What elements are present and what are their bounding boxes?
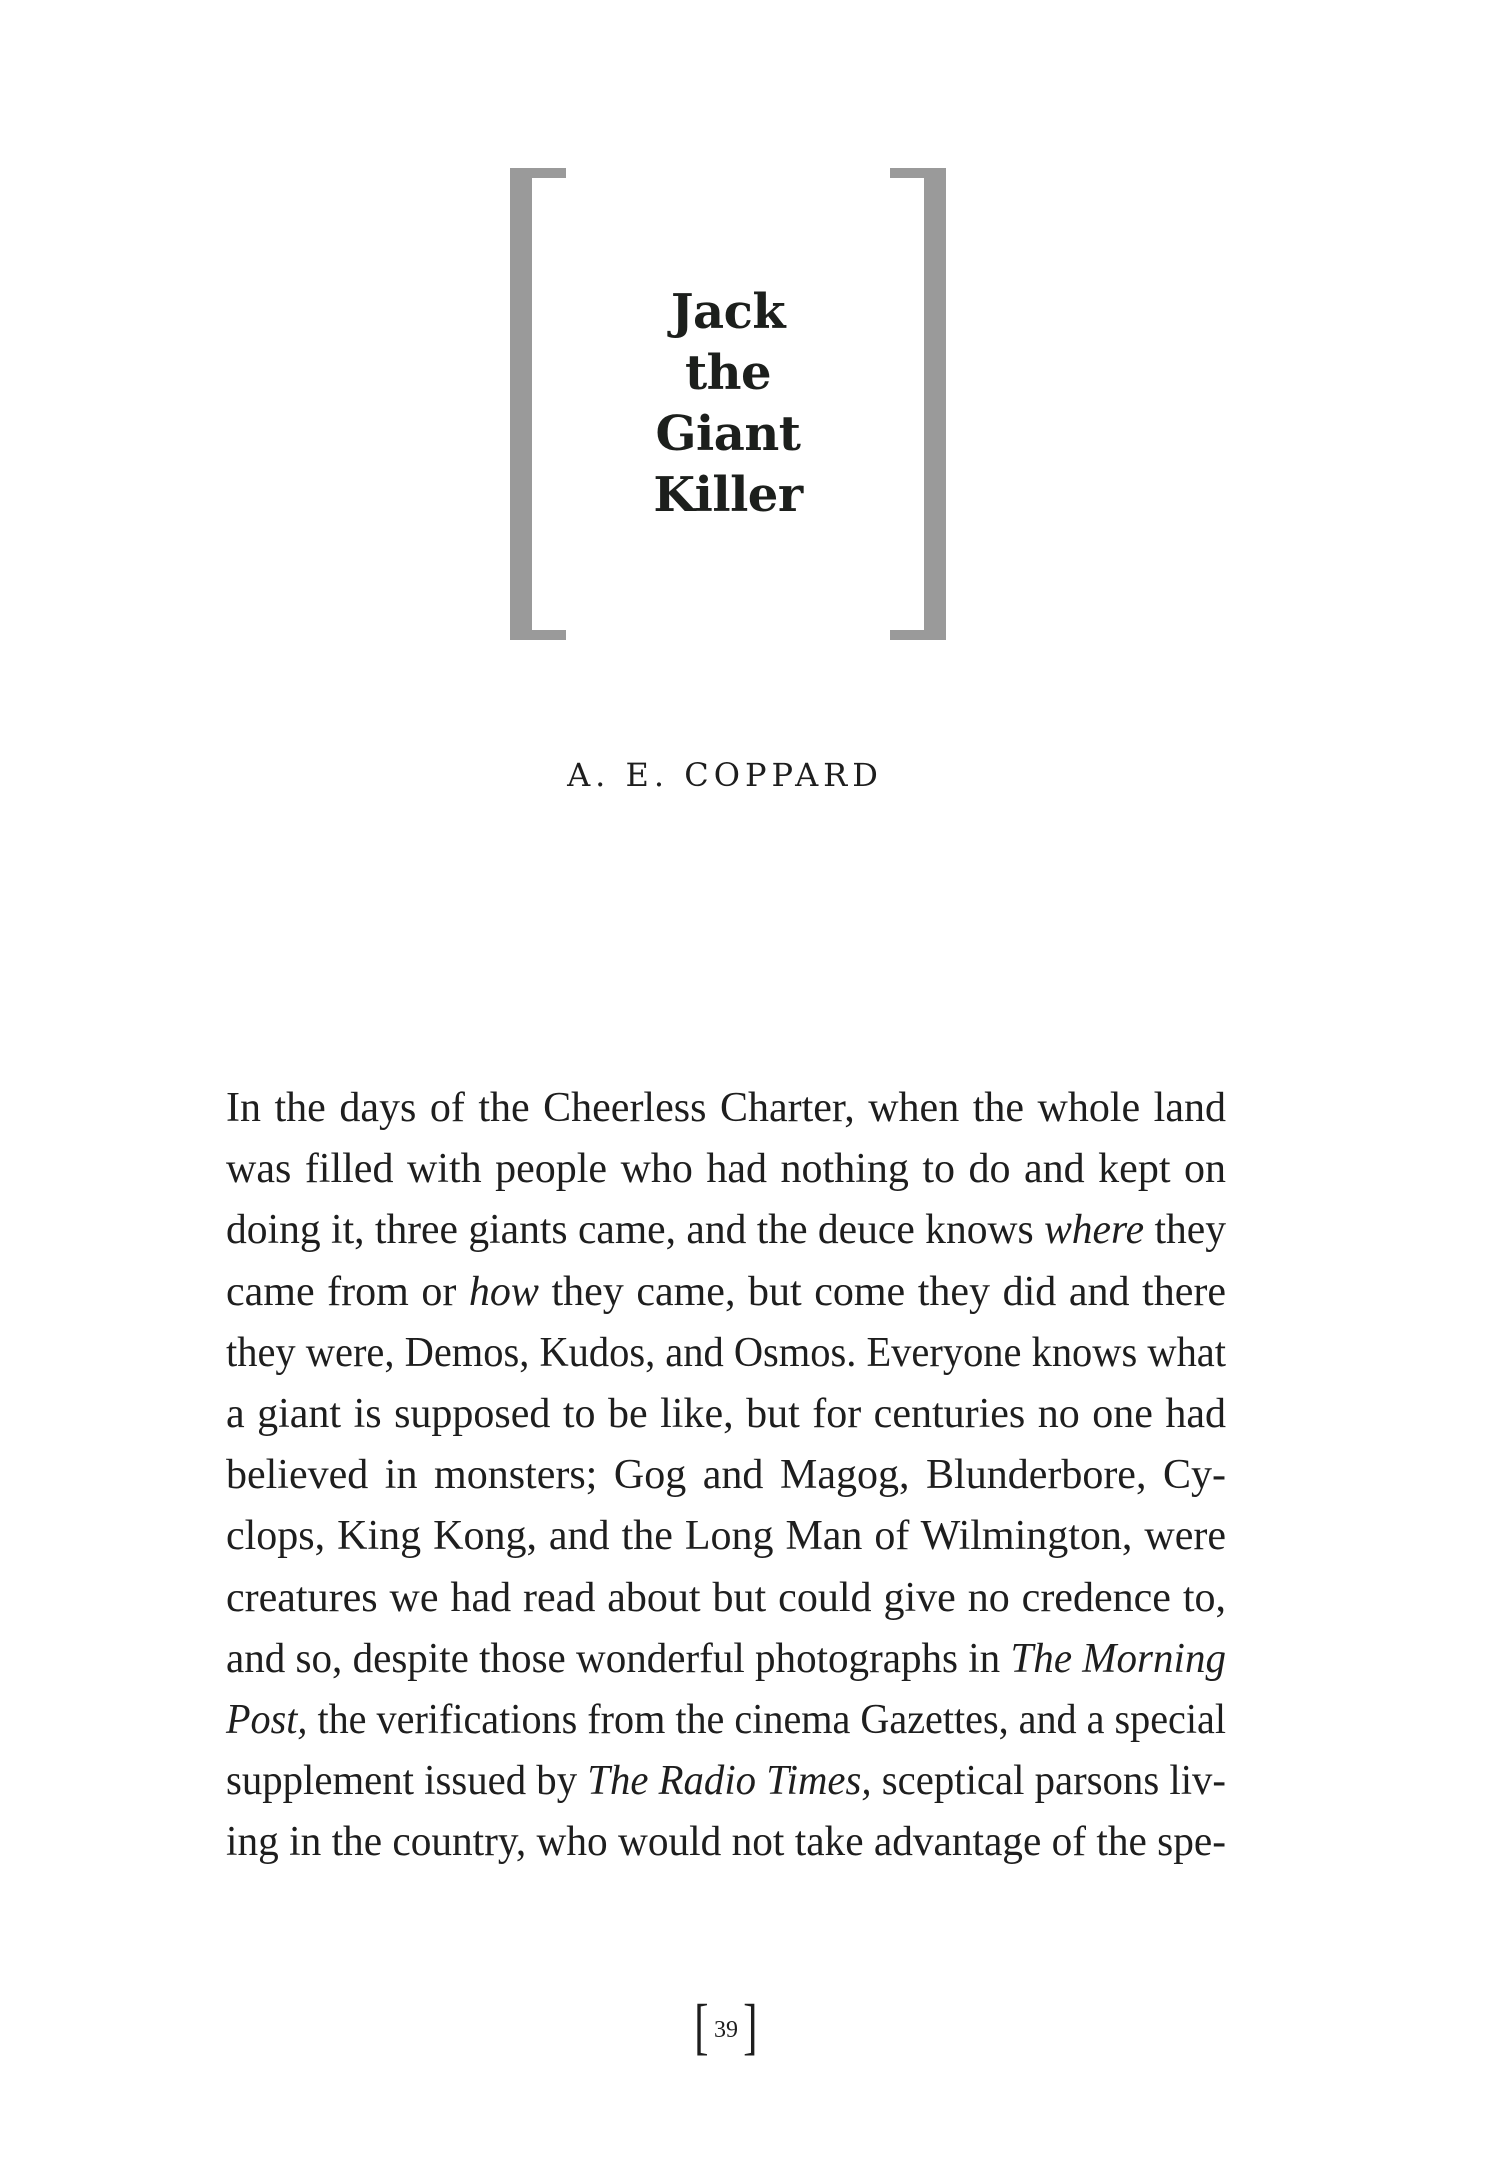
text-line [226,1445,1226,1506]
line-text: was filled with people who had nothing to do and kept on [226,1146,1226,1193]
line-text: clops, King Kong, and the Long Man of Wilmington, were [226,1513,1226,1560]
text-run: and so, despite those wonderful photographs in [226,1635,1011,1682]
line-text [226,1629,1226,1690]
text-line [226,1812,1226,1873]
page-number [686,1992,766,2062]
italic-text: where [1044,1207,1145,1254]
body-text [226,1078,1226,1873]
line-text [226,1751,1226,1812]
text-line [226,1506,1226,1567]
page-number-left-bracket: [ [694,1993,709,2061]
line-text [226,1690,1226,1751]
text-line [226,1078,1226,1139]
italic-text: The Radio Times, [587,1758,872,1805]
chapter-title [566,282,890,526]
text-line [226,1139,1226,1200]
text-line [226,1751,1226,1812]
text-run: the verifications from the cinema Gazettes, and a special [307,1696,1227,1743]
text-run: supplement issued by [226,1758,588,1805]
text-run: doing it, three giants came, and the deuce knows [226,1207,1045,1254]
text-run: they came, but come they did and there [538,1268,1226,1315]
italic-text: The Morning [1010,1635,1226,1682]
line-text: creatures we had read about but could give no credence to, [226,1574,1226,1621]
title-line: Killer [653,467,803,523]
title-right-bracket [890,168,946,640]
title-line: the [684,345,772,401]
text-line [226,1629,1226,1690]
line-text: ing in the country, who would not take advantage of the spe- [226,1819,1226,1866]
text-line [226,1384,1226,1445]
title-line: Jack [670,284,786,340]
author-name: A. E. COPPARD [567,756,883,794]
text-run: sceptical parsons liv- [871,1758,1226,1805]
line-text: believed in monsters; Gog and Magog, Blunderbore, Cy- [226,1452,1226,1499]
text-line [226,1568,1226,1629]
line-text: they were, Demos, Kudos, and Osmos. Everyone knows what [226,1329,1226,1376]
italic-text: how [468,1268,539,1315]
page-number-right-bracket: ] [743,1993,758,2061]
page-number-value: 39 [714,2017,738,2043]
line-text: In the days of the Cheerless Charter, when the whole land [226,1085,1226,1131]
italic-text: Post, [226,1696,308,1743]
title-line: Giant [655,406,801,462]
line-text: a giant is supposed to be like, but for centuries no one had [226,1390,1226,1437]
text-line [226,1200,1226,1261]
text-line [226,1323,1226,1384]
text-run: they [1144,1207,1226,1254]
line-text [226,1200,1226,1261]
line-text [226,1262,1226,1323]
text-run: came from or [226,1268,469,1315]
text-line [226,1690,1226,1751]
text-line [226,1262,1226,1323]
title-left-bracket [510,168,566,640]
